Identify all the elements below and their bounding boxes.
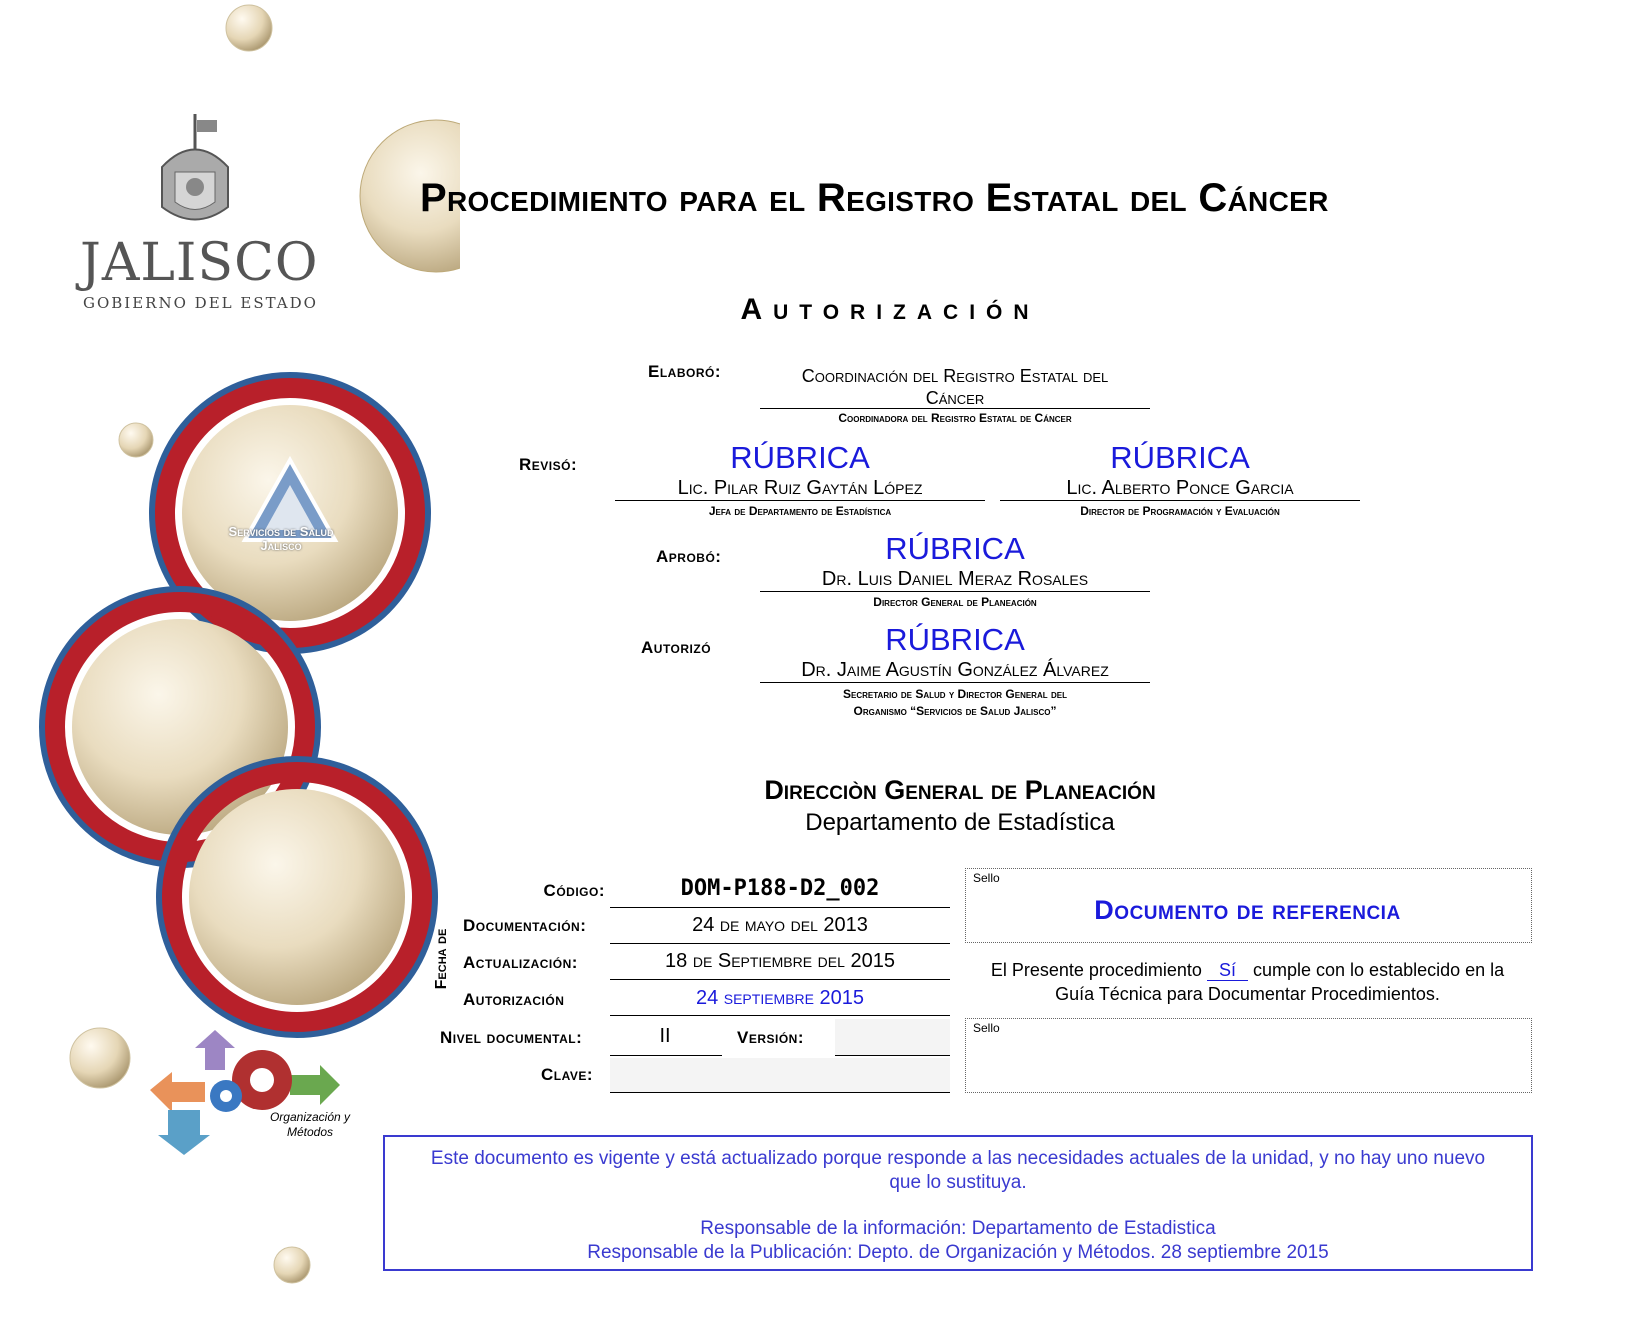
- notice-line4: Responsable de la Publicación: Depto. de Organización y Métodos. 28 septiembre 2015: [587, 1242, 1329, 1263]
- sello-label-2: Sello: [973, 1021, 1000, 1035]
- autorizacion-line: [610, 1015, 950, 1016]
- notice-line3: Responsable de la información: Departamento de Estadistica: [700, 1218, 1216, 1239]
- nivel-line: [610, 1055, 722, 1056]
- reviso-right-signature: RÚBRICA: [1110, 440, 1250, 475]
- elaboro-label: Elaboró:: [648, 362, 721, 381]
- sello-box-empty: [965, 1018, 1532, 1093]
- aprobo-name: Dr. Luis Daniel Meraz Rosales: [821, 568, 1089, 590]
- documentacion-line: [610, 943, 950, 944]
- reviso-left-line: [615, 500, 985, 501]
- statement-part2: cumple con lo establecido en la: [1253, 960, 1505, 980]
- reviso-left-role: Jefa de Departamento de Estadística: [708, 504, 892, 518]
- nivel-value: II: [659, 1025, 671, 1047]
- reviso-left-name: Lic. Pilar Ruiz Gaytán López: [677, 477, 923, 499]
- autorizo-label: Autorizó: [641, 638, 712, 657]
- ssj-logo-label: [216, 525, 346, 553]
- clave-line: [610, 1092, 950, 1093]
- autorizo-name: Dr. Jaime Agustín González Álvarez: [801, 659, 1109, 681]
- bubble-top: [226, 5, 272, 51]
- reviso-left-signature: RÚBRICA: [730, 440, 870, 475]
- statement-line2: Guía Técnica para Documentar Procedimientos.: [1055, 984, 1440, 1004]
- validity-notice: [383, 1135, 1533, 1271]
- clave-label: Clave:: [541, 1065, 594, 1084]
- notice-line2: que lo sustituya.: [889, 1172, 1027, 1193]
- bubble-bottom: [274, 1247, 310, 1283]
- notice-line1: Este documento es vigente y está actualizado porque responde a las necesidades actuales de la unidad, y no hay uno nuevo: [430, 1148, 1486, 1169]
- om-logo-line1: Organización y: [269, 1110, 351, 1124]
- version-value: [835, 1019, 950, 1055]
- aprobo-signature: RÚBRICA: [885, 531, 1025, 566]
- clave-value: [610, 1058, 950, 1092]
- autorizacion-value: 24 septiembre 2015: [695, 987, 865, 1009]
- elaboro-name-line1: Coordinación del Registro Estatal del: [801, 366, 1109, 386]
- dept-title: Direcciòn General de Planeación: [764, 775, 1156, 805]
- statement-part1: El Presente procedimiento: [990, 960, 1202, 980]
- elaboro-signature-line: [760, 408, 1150, 409]
- dept-subtitle: Departamento de Estadística: [805, 809, 1115, 836]
- sello-label-1: Sello: [973, 871, 1000, 885]
- elaboro-name-line2: Cáncer: [925, 388, 985, 408]
- elaboro-name: [760, 365, 1150, 409]
- actualizacion-label: Actualización:: [463, 953, 578, 972]
- actualizacion-value: 18 de Septiembre del 2015: [665, 950, 895, 972]
- ssj-logo-line2: Jalisco: [260, 538, 302, 553]
- documentacion-value: 24 de mayo del 2013: [692, 914, 868, 936]
- jalisco-logo-subtitle: GOBIERNO DEL ESTADO: [83, 294, 318, 312]
- reviso-right-line: [1000, 500, 1360, 501]
- section-title: Autorización: [740, 293, 1040, 326]
- codigo-line: [610, 907, 950, 908]
- version-label: Versión:: [737, 1028, 805, 1047]
- fecha-de-label: Fecha de: [433, 928, 450, 990]
- reviso-right-name: Lic. Alberto Ponce Garcia: [1066, 477, 1294, 499]
- documentacion-label: Documentación:: [463, 916, 587, 935]
- aprobo-role: Director General de Planeación: [873, 595, 1037, 609]
- reference-stamp: Documento de referencia: [1094, 895, 1401, 925]
- om-logo-line2: Métodos: [286, 1125, 334, 1139]
- bubble-small: [119, 423, 153, 457]
- codigo-value: DOM-P188-D2_002: [680, 876, 880, 901]
- reviso-label: Revisó:: [519, 455, 578, 474]
- jalisco-logo-text: JALISCO: [80, 233, 319, 293]
- statement: [965, 958, 1530, 1006]
- document-title: Procedimiento para el Registro Estatal del Cáncer: [420, 176, 1329, 220]
- aprobo-line: [760, 591, 1150, 592]
- autorizo-role: [760, 686, 1150, 720]
- autorizo-line: [760, 682, 1150, 683]
- aprobo-label: Aprobó:: [656, 547, 722, 566]
- autorizo-signature: RÚBRICA: [885, 622, 1025, 657]
- elaboro-role: Coordinadora del Registro Estatal de Cáncer: [838, 411, 1072, 425]
- nivel-label: Nivel documental:: [440, 1028, 583, 1047]
- ssj-logo-line1: Servicios de Salud: [228, 524, 334, 539]
- om-logo-label: [250, 1110, 370, 1140]
- version-line: [835, 1055, 950, 1056]
- autorizo-role-line2: Organismo “Servicios de Salud Jalisco”: [853, 704, 1057, 718]
- bubble-large: [70, 1028, 130, 1088]
- reviso-right-role: Director de Programación y Evaluación: [1080, 504, 1280, 518]
- coat-of-arms-icon: [150, 112, 240, 232]
- statement-answer: Sí: [1207, 960, 1248, 981]
- codigo-label: Código:: [543, 881, 605, 900]
- autorizacion-label: Autorización: [463, 990, 565, 1009]
- autorizo-role-line1: Secretario de Salud y Director General del: [843, 687, 1067, 701]
- actualizacion-line: [610, 979, 950, 980]
- circle-bottom: [189, 789, 405, 1005]
